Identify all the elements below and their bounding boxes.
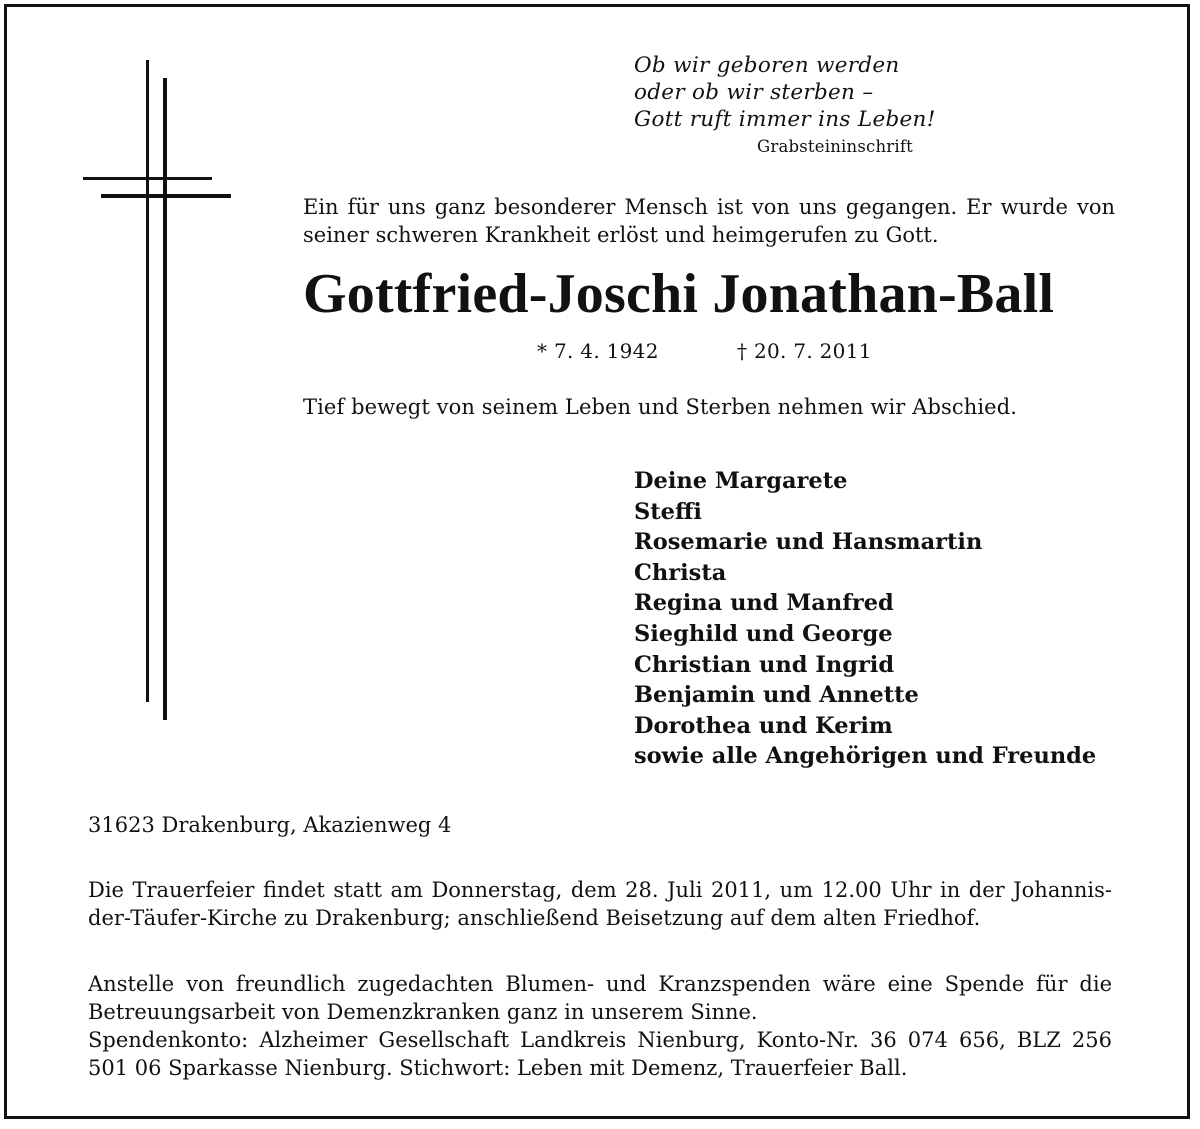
mourner-name: Christian und Ingrid [634, 651, 895, 678]
motto-source: Grabsteininschrift [757, 137, 913, 156]
cross-horizontal-bar-2 [101, 194, 231, 198]
mourner-name: Dorothea und Kerim [634, 712, 893, 739]
mourner-name: sowie alle Angehörigen und Freunde [634, 743, 1097, 770]
donation-account: Spendenkonto: Alzheimer Gesellschaft Landkreis Nienburg, Konto-Nr. 36 074 656, BLZ 256 501 06 Sparkasse Nienburg. Stichwort: Leben mit Demenz, Trauerfeier Ball. [88, 1028, 1112, 1080]
motto-line: Gott ruft immer ins Leben! [634, 107, 936, 132]
mourner-name: Christa [634, 559, 727, 586]
deceased-name: Gottfried-Joschi Jonathan-Ball [303, 263, 1055, 325]
cross-vertical-bar-1 [146, 60, 149, 702]
motto-line: Ob wir geboren werden [634, 53, 900, 78]
farewell-text: Tief bewegt von seinem Leben und Sterben nehmen wir Abschied. [303, 395, 1018, 419]
mourner-name: Rosemarie und Hansmartin [634, 529, 983, 556]
funeral-notice: Die Trauerfeier findet statt am Donnerstag, dem 28. Juli 2011, um 12.00 Uhr in der Johannis-der-Täufer-Kirche zu Drakenburg; anschließend Beisetzung auf dem alten Friedhof. [88, 878, 1112, 930]
donation-notice: Anstelle von freundlich zugedachten Blumen- und Kranzspenden wäre eine Spende für die Betreuungsarbeit von Demenzkranken ganz in unserem Sinne. [88, 972, 1112, 1024]
motto-verse [634, 52, 936, 133]
motto-line: oder ob wir sterben – [634, 80, 874, 105]
cross-vertical-bar-2 [163, 78, 167, 720]
mourner-name: Benjamin und Annette [634, 682, 919, 709]
birth-date: * 7. 4. 1942 [537, 339, 659, 363]
donation-section [88, 970, 1112, 1082]
mourner-name: Steffi [634, 498, 702, 525]
family-address: 31623 Drakenburg, Akazienweg 4 [88, 813, 452, 837]
intro-text: Ein für uns ganz besonderer Mensch ist von uns gegangen. Er wurde von seiner schweren Krankheit erlöst und heimgerufen zu Gott. [303, 195, 1115, 247]
mourners-list [634, 466, 1096, 772]
mourner-name: Sieghild und George [634, 620, 893, 647]
cross-horizontal-bar-1 [83, 177, 212, 180]
death-date: † 20. 7. 2011 [737, 339, 872, 363]
mourner-name: Deine Margarete [634, 468, 848, 494]
mourner-name: Regina und Manfred [634, 590, 894, 617]
